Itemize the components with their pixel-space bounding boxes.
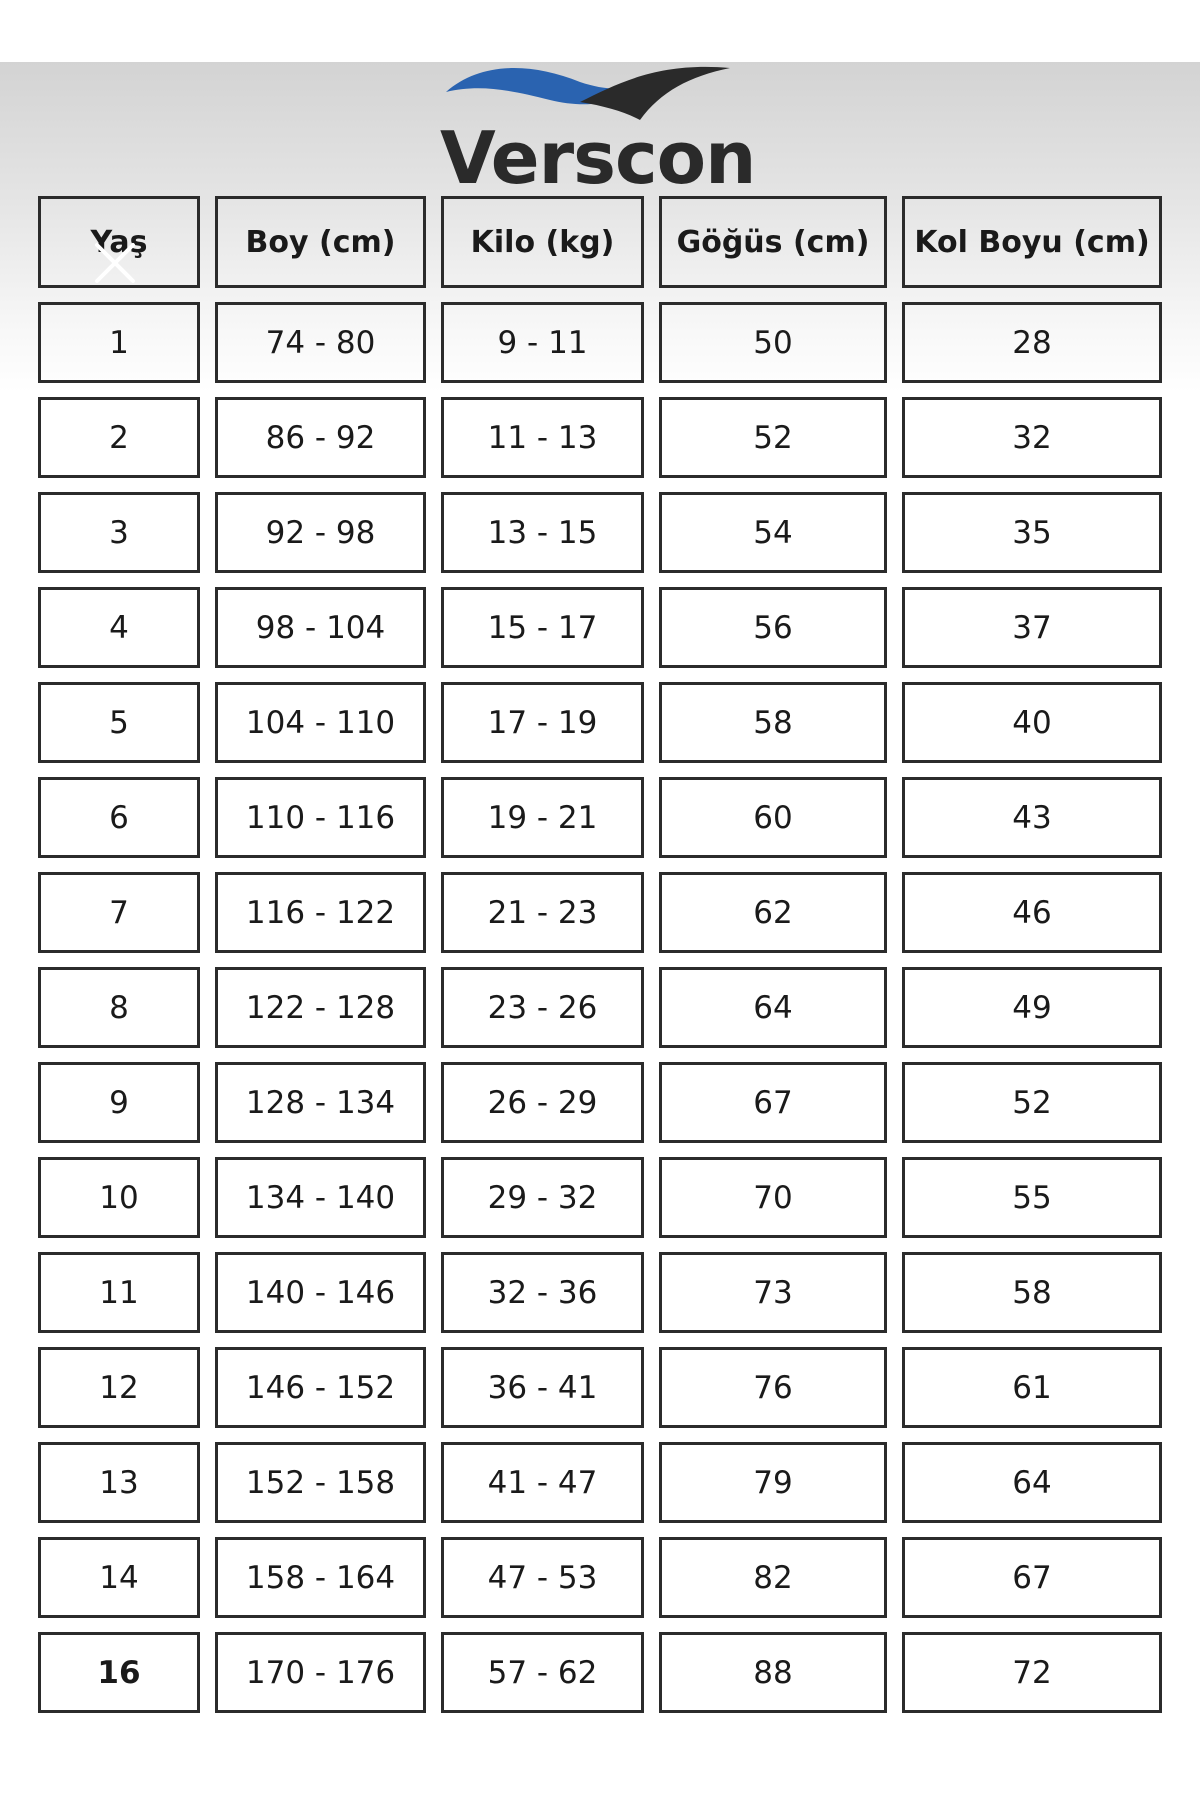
cell-chest: 58 (659, 682, 887, 763)
cell-chest: 60 (659, 777, 887, 858)
cell-chest: 82 (659, 1537, 887, 1618)
cell-sleeve: 28 (902, 302, 1162, 383)
cell-sleeve: 64 (902, 1442, 1162, 1523)
cell-weight: 19 - 21 (441, 777, 644, 858)
cell-chest: 62 (659, 872, 887, 953)
cell-sleeve: 32 (902, 397, 1162, 478)
cell-height: 122 - 128 (215, 967, 426, 1048)
cell-weight: 26 - 29 (441, 1062, 644, 1143)
brand-logo (440, 62, 760, 200)
cell-sleeve: 46 (902, 872, 1162, 953)
cell-age: 14 (38, 1537, 200, 1618)
cell-age: 6 (38, 777, 200, 858)
cell-weight: 21 - 23 (441, 872, 644, 953)
cell-weight: 9 - 11 (441, 302, 644, 383)
cell-height: 158 - 164 (215, 1537, 426, 1618)
cell-age: 3 (38, 492, 200, 573)
brand-name: Verscon (440, 116, 756, 200)
cell-sleeve: 58 (902, 1252, 1162, 1333)
cell-age: 7 (38, 872, 200, 953)
cell-height: 170 - 176 (215, 1632, 426, 1713)
cell-height: 134 - 140 (215, 1157, 426, 1238)
cell-chest: 56 (659, 587, 887, 668)
cell-weight: 36 - 41 (441, 1347, 644, 1428)
cell-sleeve: 55 (902, 1157, 1162, 1238)
cell-height: 98 - 104 (215, 587, 426, 668)
cell-weight: 11 - 13 (441, 397, 644, 478)
cell-chest: 50 (659, 302, 887, 383)
cell-height: 146 - 152 (215, 1347, 426, 1428)
cell-chest: 70 (659, 1157, 887, 1238)
cell-weight: 29 - 32 (441, 1157, 644, 1238)
header-chest: Göğüs (cm) (659, 196, 887, 288)
cell-chest: 76 (659, 1347, 887, 1428)
cell-age: 11 (38, 1252, 200, 1333)
cell-weight: 57 - 62 (441, 1632, 644, 1713)
cell-weight: 13 - 15 (441, 492, 644, 573)
header-weight: Kilo (kg) (441, 196, 644, 288)
cell-chest: 88 (659, 1632, 887, 1713)
cell-chest: 64 (659, 967, 887, 1048)
cell-height: 86 - 92 (215, 397, 426, 478)
cell-sleeve: 61 (902, 1347, 1162, 1428)
cell-sleeve: 35 (902, 492, 1162, 573)
cell-age: 9 (38, 1062, 200, 1143)
cell-chest: 67 (659, 1062, 887, 1143)
cell-age: 4 (38, 587, 200, 668)
cell-age: 5 (38, 682, 200, 763)
cell-sleeve: 40 (902, 682, 1162, 763)
cell-age: 13 (38, 1442, 200, 1523)
cell-height: 140 - 146 (215, 1252, 426, 1333)
header-sleeve: Kol Boyu (cm) (902, 196, 1162, 288)
cell-chest: 73 (659, 1252, 887, 1333)
cell-height: 116 - 122 (215, 872, 426, 953)
cell-chest: 54 (659, 492, 887, 573)
cell-weight: 17 - 19 (441, 682, 644, 763)
header-height: Boy (cm) (215, 196, 426, 288)
cell-sleeve: 43 (902, 777, 1162, 858)
header-age: Yaş (38, 196, 200, 288)
cell-sleeve: 72 (902, 1632, 1162, 1713)
cell-age: 12 (38, 1347, 200, 1428)
cell-height: 92 - 98 (215, 492, 426, 573)
cell-age: 16 (38, 1632, 200, 1713)
cell-height: 104 - 110 (215, 682, 426, 763)
close-icon[interactable] (92, 240, 138, 286)
cell-weight: 41 - 47 (441, 1442, 644, 1523)
cell-weight: 23 - 26 (441, 967, 644, 1048)
cell-weight: 32 - 36 (441, 1252, 644, 1333)
cell-sleeve: 67 (902, 1537, 1162, 1618)
cell-age: 1 (38, 302, 200, 383)
cell-chest: 52 (659, 397, 887, 478)
cell-height: 74 - 80 (215, 302, 426, 383)
cell-age: 2 (38, 397, 200, 478)
cell-sleeve: 52 (902, 1062, 1162, 1143)
size-chart-table (38, 196, 1162, 1713)
cell-weight: 47 - 53 (441, 1537, 644, 1618)
cell-age: 8 (38, 967, 200, 1048)
cell-height: 128 - 134 (215, 1062, 426, 1143)
cell-weight: 15 - 17 (441, 587, 644, 668)
cell-age: 10 (38, 1157, 200, 1238)
cell-sleeve: 49 (902, 967, 1162, 1048)
cell-sleeve: 37 (902, 587, 1162, 668)
cell-height: 152 - 158 (215, 1442, 426, 1523)
cell-height: 110 - 116 (215, 777, 426, 858)
cell-chest: 79 (659, 1442, 887, 1523)
